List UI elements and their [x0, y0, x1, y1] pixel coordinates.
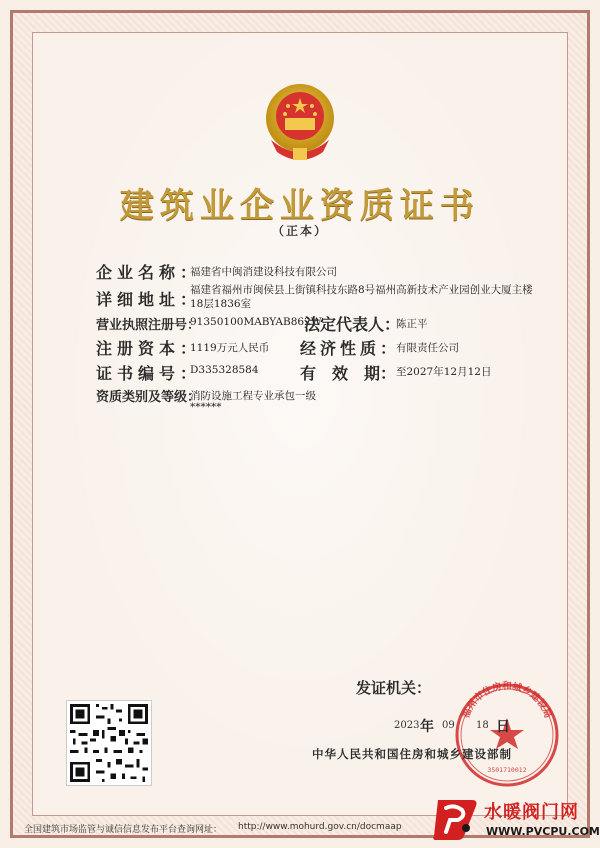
- validity-value: 至2027年12月12日: [396, 366, 492, 378]
- issue-day-char: 日: [496, 719, 510, 735]
- nature-value: 有限责任公司: [396, 342, 459, 354]
- seal-code: 3501710012: [487, 766, 527, 774]
- issuer-label: 发证机关：: [356, 679, 432, 697]
- address-value: 福建省福州市闽侯县上街镇科技东路8号福州高新技术产业园创业大厦主楼18层1836室: [190, 284, 533, 310]
- query-platform-text: 全国建筑市场监管与诚信信息发布平台查询网址：: [24, 825, 223, 835]
- capital-label: 注册资本：: [96, 339, 202, 358]
- watermark-logo-icon: [432, 796, 480, 840]
- query-url-link[interactable]: http://www.mohurd.gov.cn/docmaap: [238, 822, 402, 832]
- legal-rep-value: 陈正平: [396, 318, 428, 330]
- company-name-value: 福建省中闽消建设科技有限公司: [190, 266, 337, 278]
- national-emblem-icon: [263, 78, 337, 166]
- license-label: 营业执照注册号：: [96, 318, 201, 333]
- watermark-url[interactable]: WWW.PVCPU.COM: [486, 825, 600, 838]
- cert-no-label: 证书编号：: [96, 364, 202, 383]
- issue-year: 2023: [394, 720, 420, 731]
- certificate-subtitle: （正本）: [271, 224, 328, 238]
- license-value: 91350100MABYAB862W: [190, 316, 322, 328]
- validity-label: 有 效 期：: [300, 364, 397, 383]
- issue-year-char: 年: [420, 719, 434, 735]
- issue-month: 09: [442, 720, 455, 731]
- qualification-value: 消防设施工程专业承包一级: [190, 390, 316, 402]
- seal-text: 福州市住房和城乡建设局: [460, 681, 554, 720]
- nature-label: 经济性质：: [300, 339, 401, 358]
- certificate-title: 建筑业企业资质证书: [120, 186, 480, 226]
- company-name-label: 企业名称：: [96, 263, 202, 282]
- qualification-mask: ******: [190, 401, 222, 413]
- issue-day: 18: [476, 720, 489, 731]
- qualification-label: 资质类别及等级：: [96, 390, 201, 405]
- cert-no-value: D335328584: [190, 364, 259, 376]
- capital-value: 1119万元人民币: [190, 342, 270, 354]
- legal-rep-label: 法定代表人：: [304, 315, 401, 334]
- qr-code[interactable]: [66, 700, 152, 786]
- issuing-organization: 中华人民共和国住房和城乡建设部制: [312, 747, 512, 761]
- svg-text:福州市住房和城乡建设局: [459, 680, 553, 721]
- address-label: 详细地址：: [96, 290, 202, 309]
- watermark-name: 水暖阀门网: [484, 802, 579, 823]
